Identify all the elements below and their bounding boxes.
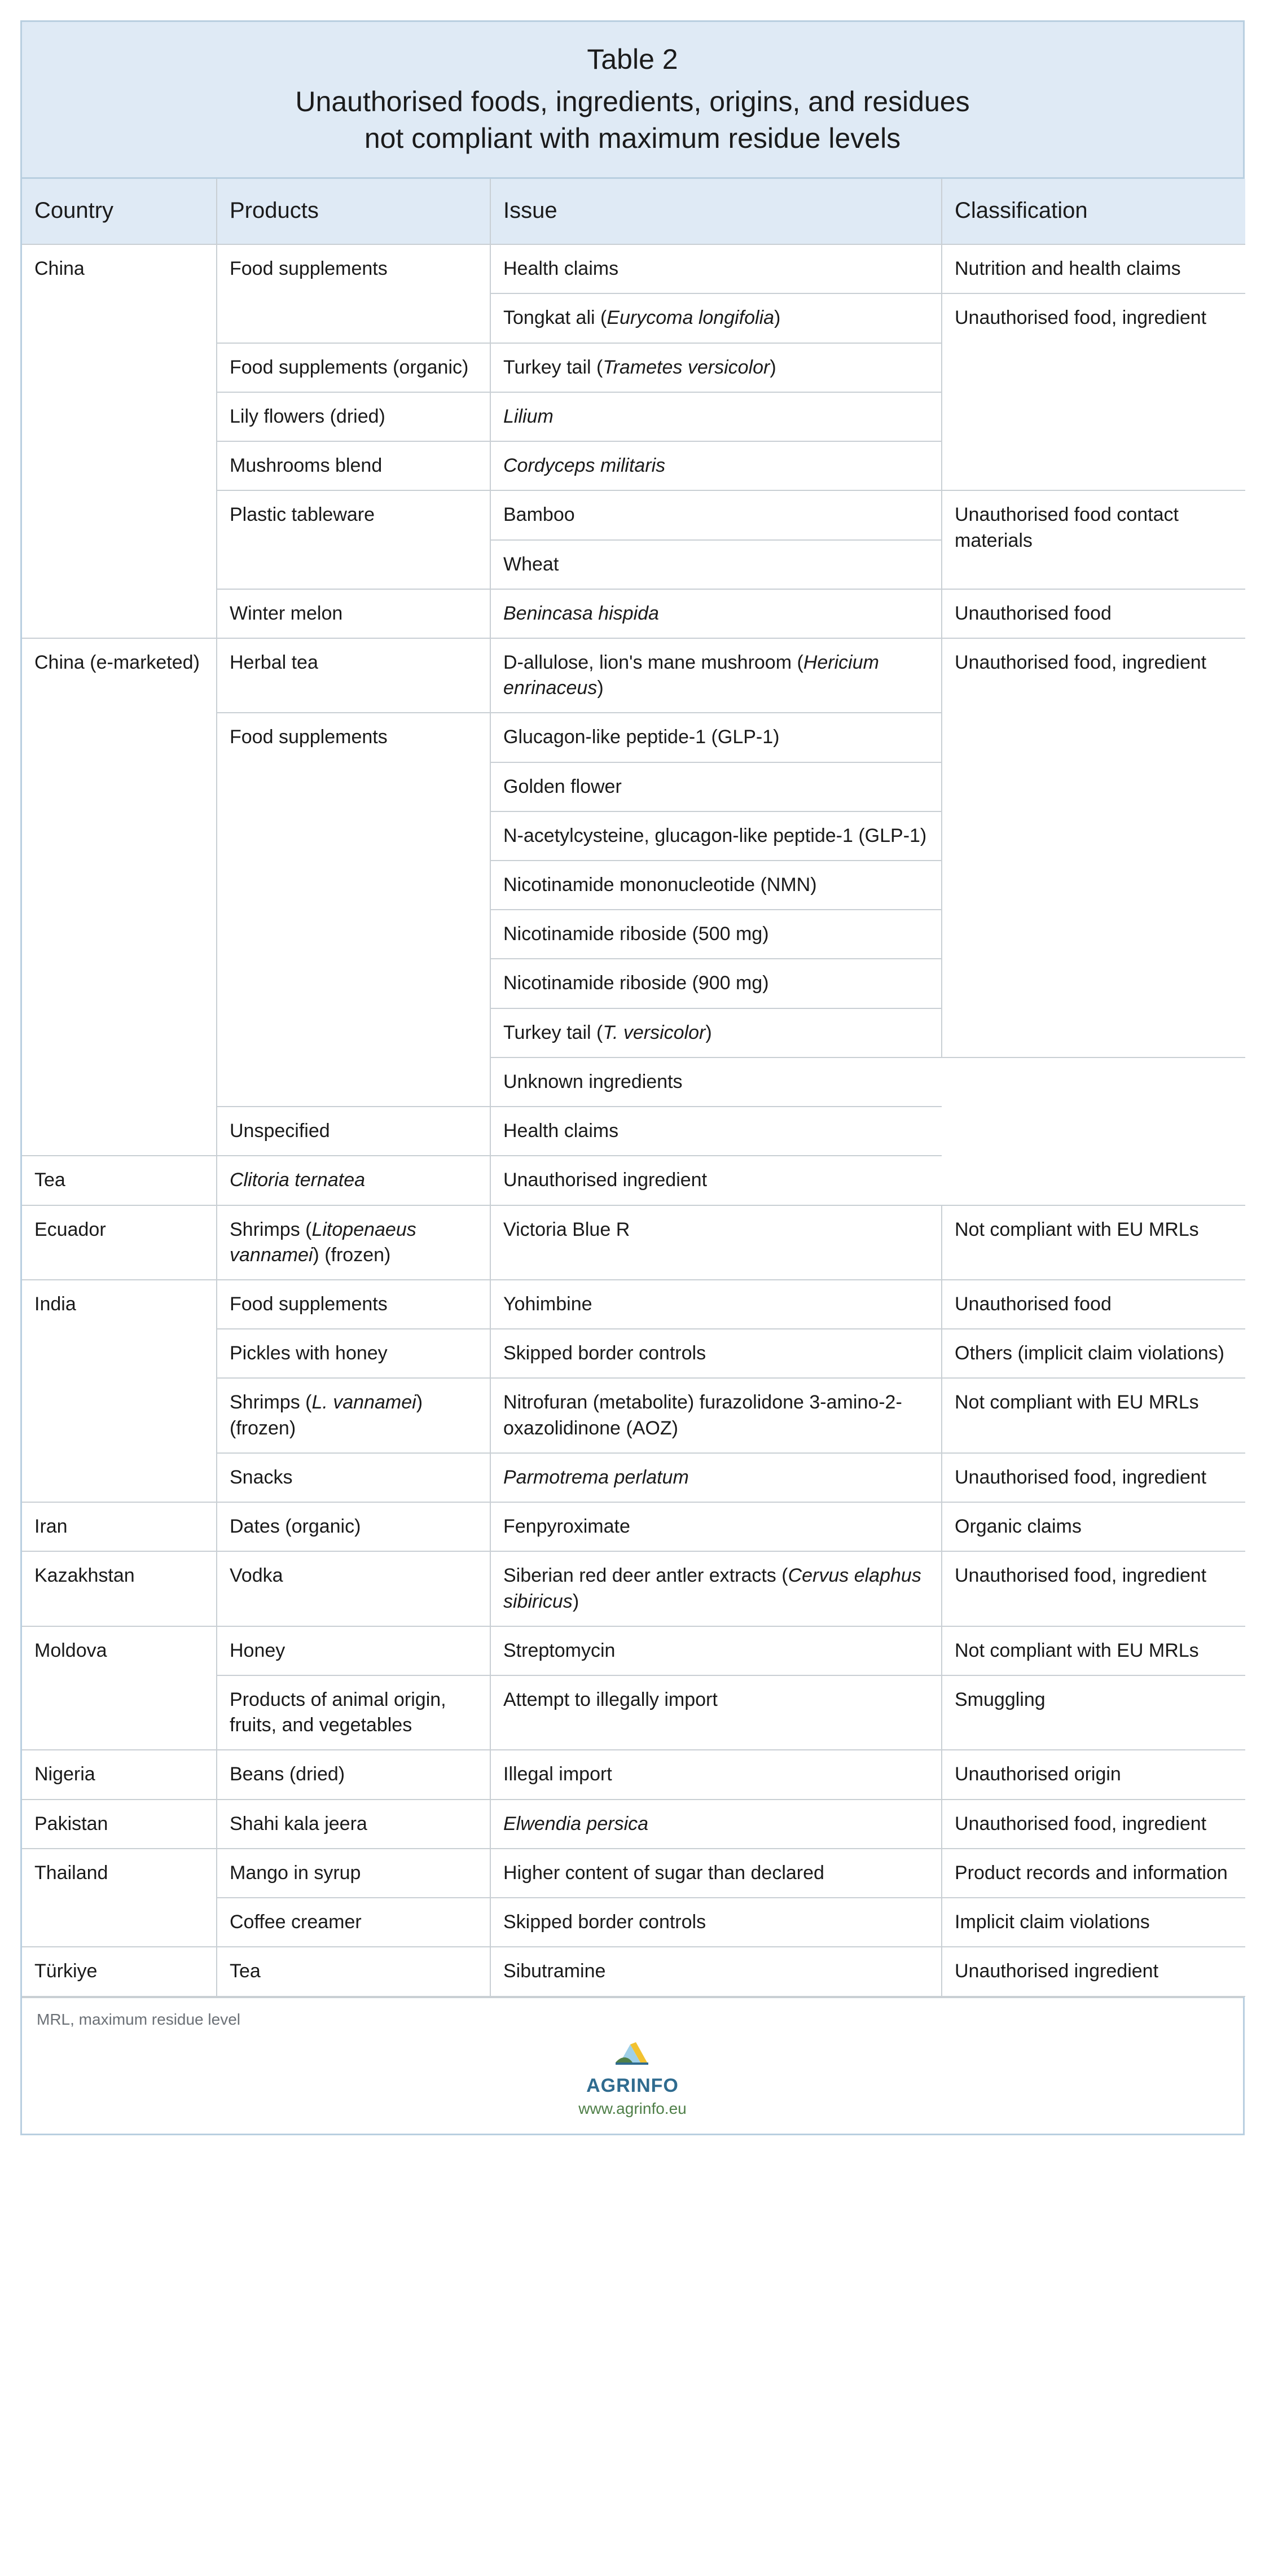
cell-classification: Unauthorised food, ingredient (942, 1453, 1245, 1502)
cell-classification: Not compliant with EU MRLs (942, 1205, 1245, 1280)
cell-classification: Unauthorised food (942, 1280, 1245, 1329)
agrinfo-url[interactable]: www.agrinfo.eu (578, 2099, 687, 2117)
cell-issue: Higher content of sugar than declared (490, 1849, 942, 1898)
cell-products: Winter melon (217, 589, 490, 638)
cell-classification: Product records and information (942, 1849, 1245, 1898)
table-title-line-2: not compliant with maximum residue levels (364, 122, 901, 154)
cell-issue: Wheat (490, 540, 942, 589)
cell-products: Dates (organic) (217, 1502, 490, 1551)
cell-products-scientific-name: Litopenaeus vannamei (230, 1218, 416, 1266)
cell-country: Ecuador (22, 1205, 217, 1280)
cell-issue: Health claims (490, 244, 942, 293)
table-row (22, 244, 1245, 293)
cell-issue-scientific-name: Benincasa hispida (503, 602, 659, 624)
cell-issue: Sibutramine (490, 1947, 942, 1996)
cell-products: Food supplements (217, 244, 490, 343)
cell-products: Beans (dried) (217, 1750, 490, 1799)
cell-issue: Attempt to illegally import (490, 1675, 942, 1750)
cell-issue: Nicotinamide riboside (500 mg) (490, 910, 942, 959)
cell-issue: Turkey tail (T. versicolor) (490, 1008, 942, 1057)
cell-issue: D-allulose, lion's mane mushroom (Hericium enrinaceus) (490, 638, 942, 713)
cell-classification: Organic claims (942, 1502, 1245, 1551)
cell-issue: Unknown ingredients (490, 1057, 942, 1107)
cell-issue (490, 1800, 942, 1849)
table-row (22, 1800, 1245, 1849)
cell-products: Food supplements (organic) (217, 343, 490, 392)
table-title-block (22, 22, 1243, 179)
cell-products: Mango in syrup (217, 1849, 490, 1898)
table-row (22, 1947, 1245, 1996)
cell-classification: Health claims (490, 1107, 942, 1156)
cell-classification: Unauthorised food, ingredient (942, 1551, 1245, 1626)
cell-issue-scientific-name: Elwendia persica (503, 1813, 649, 1835)
cell-issue-scientific-name: Parmotrema perlatum (503, 1466, 689, 1488)
column-header-products: Products (217, 179, 490, 244)
cell-classification: Not compliant with EU MRLs (942, 1626, 1245, 1675)
cell-issue (490, 589, 942, 638)
cell-country: Pakistan (22, 1800, 217, 1849)
table-number: Table 2 (587, 43, 678, 75)
table-row (22, 1280, 1245, 1329)
column-header-classification: Classification (942, 179, 1245, 244)
table-row (22, 1156, 1245, 1205)
table-row (22, 1849, 1245, 1898)
cell-classification: Unauthorised food, ingredient (942, 293, 1245, 490)
cell-issue: Nicotinamide riboside (900 mg) (490, 959, 942, 1008)
cell-country: Thailand (22, 1849, 217, 1947)
cell-issue: Skipped border controls (490, 1329, 942, 1378)
agrinfo-leaf-icon (599, 2037, 666, 2073)
agrinfo-logo-text: AGRINFO (586, 2074, 679, 2096)
cell-country: China (22, 244, 217, 638)
table-row (22, 1502, 1245, 1551)
cell-products: Tea (22, 1156, 217, 1205)
cell-products: Herbal tea (217, 638, 490, 713)
cell-products: Lily flowers (dried) (217, 392, 490, 441)
cell-issue-scientific-name: Cervus elaphus sibiricus (503, 1565, 921, 1612)
cell-issue: Illegal import (490, 1750, 942, 1799)
cell-issue (490, 1453, 942, 1502)
cell-issue: Nicotinamide mononucleotide (NMN) (490, 861, 942, 910)
cell-products: Tea (217, 1947, 490, 1996)
cell-issue: Nitrofuran (metabolite) furazolidone 3-amino-2-oxazolidinone (AOZ) (490, 1378, 942, 1452)
cell-issue (490, 392, 942, 441)
cell-issue: Fenpyroximate (490, 1502, 942, 1551)
cell-country: Türkiye (22, 1947, 217, 1996)
column-header-country: Country (22, 179, 217, 244)
data-table (22, 179, 1245, 1997)
cell-products: Snacks (217, 1453, 490, 1502)
cell-issue: Yohimbine (490, 1280, 942, 1329)
cell-classification: Smuggling (942, 1675, 1245, 1750)
agrinfo-logo[interactable] (578, 2037, 686, 2117)
cell-products: Food supplements (217, 1280, 490, 1329)
cell-classification: Unauthorised ingredient (490, 1156, 942, 1205)
table-body (22, 244, 1245, 1996)
cell-classification: Unauthorised ingredient (942, 1947, 1245, 1996)
cell-issue: Siberian red deer antler extracts (Cervus elaphus sibiricus) (490, 1551, 942, 1626)
cell-country: Kazakhstan (22, 1551, 217, 1626)
cell-classification: Unauthorised food, ingredient (942, 638, 1245, 1057)
cell-products-scientific-name: L. vannamei (311, 1392, 416, 1414)
table-row (22, 1551, 1245, 1626)
cell-issue: Streptomycin (490, 1626, 942, 1675)
column-header-issue: Issue (490, 179, 942, 244)
cell-classification: Unauthorised food contact materials (942, 490, 1245, 589)
cell-products: Coffee creamer (217, 1898, 490, 1947)
cell-issue: Skipped border controls (490, 1898, 942, 1947)
cell-issue: Unspecified (217, 1107, 490, 1156)
cell-products: Shrimps (Litopenaeus vannamei) (frozen) (217, 1205, 490, 1280)
cell-country: China (e-marketed) (22, 638, 217, 1156)
table-container (20, 20, 1245, 2135)
cell-issue: Golden flower (490, 762, 942, 811)
cell-issue: Glucagon-like peptide-1 (GLP-1) (490, 713, 942, 762)
cell-classification: Others (implicit claim violations) (942, 1329, 1245, 1378)
cell-issue-scientific-name: T. versicolor (603, 1021, 706, 1043)
cell-products: Products of animal origin, fruits, and vegetables (217, 1675, 490, 1750)
table-row (22, 1626, 1245, 1675)
cell-issue-scientific-name: Trametes versicolor (603, 356, 770, 378)
cell-products: Vodka (217, 1551, 490, 1626)
cell-classification: Unauthorised food, ingredient (942, 1800, 1245, 1849)
table-header-row (22, 179, 1245, 244)
cell-issue-scientific-name: Clitoria ternatea (230, 1169, 366, 1191)
cell-country: Moldova (22, 1626, 217, 1750)
table-title-line-1: Unauthorised foods, ingredients, origins, and residues (295, 86, 970, 117)
cell-issue-scientific-name: Eurycoma longifolia (607, 307, 775, 329)
cell-issue: N-acetylcysteine, glucagon-like peptide-1 (GLP-1) (490, 811, 942, 861)
cell-country: Nigeria (22, 1750, 217, 1799)
cell-products: Shahi kala jeera (217, 1800, 490, 1849)
cell-products: Honey (217, 1626, 490, 1675)
cell-products: Shrimps (L. vannamei) (frozen) (217, 1378, 490, 1452)
cell-issue: Bamboo (490, 490, 942, 539)
cell-classification: Nutrition and health claims (942, 244, 1245, 293)
table-header (22, 179, 1245, 244)
table-row (22, 1750, 1245, 1799)
cell-issue (490, 441, 942, 490)
cell-country: Iran (22, 1502, 217, 1551)
table-row (22, 638, 1245, 713)
cell-products: Mushrooms blend (217, 441, 490, 490)
cell-classification: Not compliant with EU MRLs (942, 1378, 1245, 1452)
cell-classification: Unauthorised food (942, 589, 1245, 638)
cell-products: Pickles with honey (217, 1329, 490, 1378)
table-footnote: MRL, maximum residue level (22, 1997, 1243, 2034)
cell-classification: Implicit claim violations (942, 1898, 1245, 1947)
table-row (22, 1205, 1245, 1280)
cell-products: Food supplements (217, 713, 490, 1107)
cell-country: India (22, 1280, 217, 1502)
cell-classification: Unauthorised origin (942, 1750, 1245, 1799)
cell-issue-scientific-name: Cordyceps militaris (503, 455, 666, 477)
cell-issue-scientific-name: Lilium (503, 405, 554, 427)
cell-issue: Victoria Blue R (490, 1205, 942, 1280)
cell-issue: Tongkat ali (Eurycoma longifolia) (490, 293, 942, 343)
cell-issue (217, 1156, 490, 1205)
cell-issue-scientific-name: Hericium enrinaceus (503, 651, 879, 699)
cell-products: Plastic tableware (217, 490, 490, 589)
logo-area (22, 2034, 1243, 2134)
cell-issue: Turkey tail (Trametes versicolor) (490, 343, 942, 392)
